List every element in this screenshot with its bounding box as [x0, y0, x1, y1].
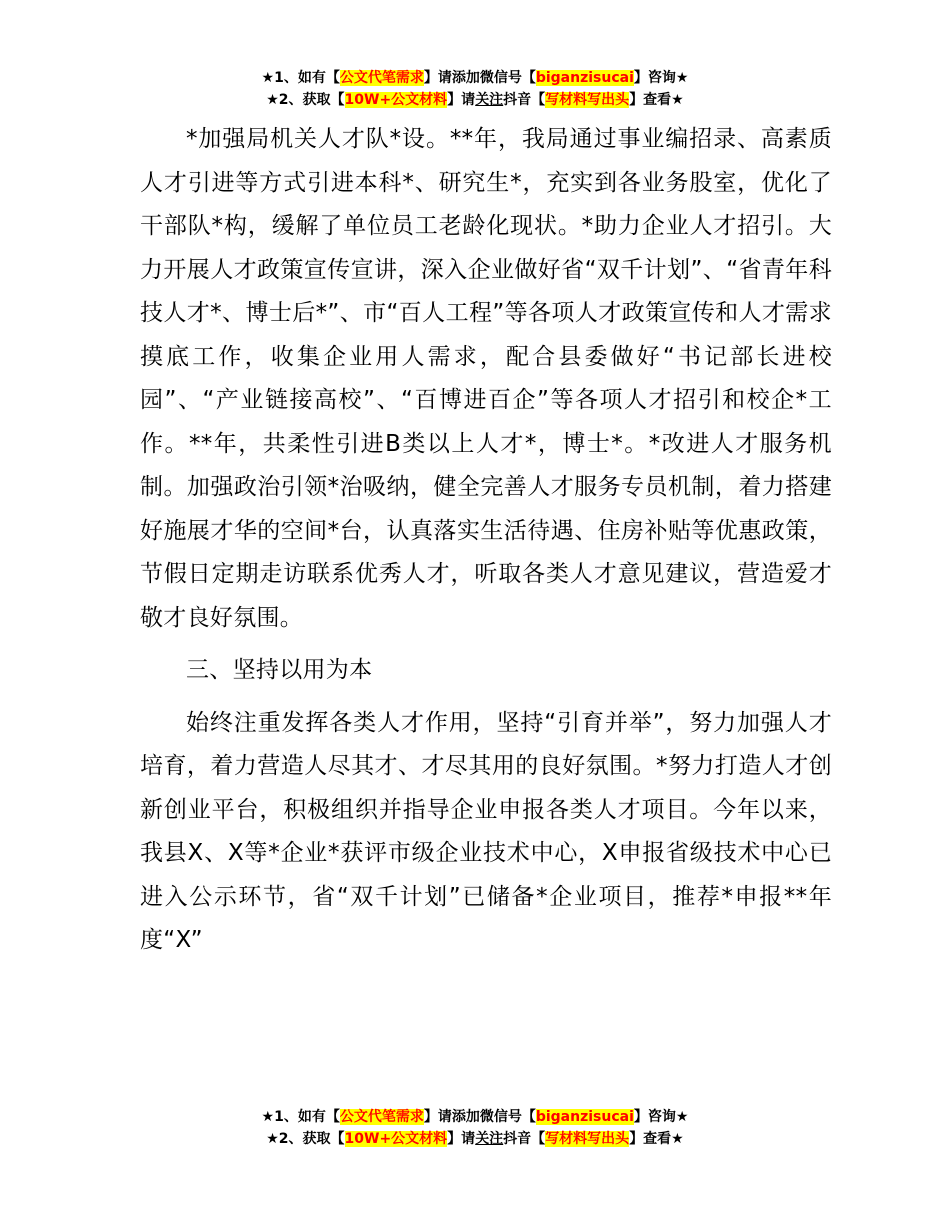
banner-text: 】请	[447, 1131, 476, 1147]
banner-highlight: 公文代笔需求	[339, 1109, 424, 1125]
banner-text: ★2、获取【	[266, 92, 345, 108]
banner-highlight: 10W+公文材料	[344, 1131, 448, 1147]
banner-text: 】请添加微信号【	[423, 1109, 536, 1125]
banner-text: 抖音【	[503, 92, 546, 108]
body-paragraph: 始终注重发挥各类人才作用，坚持“引育并举”，努力加强人才培育，着力营造人尽其才、才尽其用的良好氛围。*努力打造人才创新创业平台，积极组织并指导企业申报各类人才项目。今年以来，我县X、X等*企业*获评市级企业技术中心，X申报省级技术中心已进入公示环节，省“双千计划”已储备*企业项目，推荐*申报**年度“X”	[140, 709, 832, 953]
banner-text: ★1、如有【	[261, 70, 340, 86]
banner-text: 】请添加微信号【	[423, 70, 536, 86]
banner-text: 】咨询★	[633, 1109, 689, 1125]
wechat-id-highlight: biganzisucai	[535, 70, 634, 86]
wechat-id-highlight: biganzisucai	[535, 1109, 634, 1125]
banner-text: 】查看★	[629, 1131, 684, 1147]
banner-line-2	[0, 89, 950, 111]
header-banner	[0, 67, 950, 111]
banner-highlight: 10W+公文材料	[344, 92, 448, 108]
banner-line-2	[0, 1128, 950, 1150]
douyin-highlight: 写材料写出头	[545, 1131, 630, 1147]
banner-line-1	[0, 67, 950, 89]
banner-text: 】请	[447, 92, 476, 108]
douyin-highlight: 写材料写出头	[545, 92, 630, 108]
banner-text: ★1、如有【	[261, 1109, 340, 1125]
section-heading: 三、坚持以用为本	[186, 657, 373, 683]
banner-text: 抖音【	[503, 1131, 546, 1147]
banner-line-1	[0, 1106, 950, 1128]
banner-underlined-text: 关注	[475, 1131, 504, 1147]
banner-text: 】查看★	[629, 92, 684, 108]
banner-text: 】咨询★	[633, 70, 689, 86]
banner-text: ★2、获取【	[266, 1131, 345, 1147]
banner-highlight: 公文代笔需求	[339, 70, 424, 86]
footer-banner	[0, 1106, 950, 1150]
body-paragraph: *加强局机关人才队*设。**年，我局通过事业编招录、高素质人才引进等方式引进本科*、研究生*，充实到各业务股室，优化了干部队*构，缓解了单位员工老龄化现状。*助力企业人才招引。大力开展人才政策宣传宣讲，深入企业做好省“双千计划”、“省青年科技人才*、博士后*”、市“百人工程”等各项人才政策宣传和人才需求摸底工作，收集企业用人需求，配合县委做好“书记部长进校园”、“产业链接高校”、“百博进百企”等各项人才招引和校企*工作。**年，共柔性引进B类以上人才*，博士*。*改进人才服务机制。加强政治引领*治吸纳，健全完善人才服务专员机制，着力搭建好施展才华的空间*台，认真落实生活待遇、住房补贴等优惠政策，节假日定期走访联系优秀人才，听取各类人才意见建议，营造爱才敬才良好氛围。	[140, 126, 832, 631]
document-body	[140, 118, 832, 963]
banner-underlined-text: 关注	[475, 92, 504, 108]
